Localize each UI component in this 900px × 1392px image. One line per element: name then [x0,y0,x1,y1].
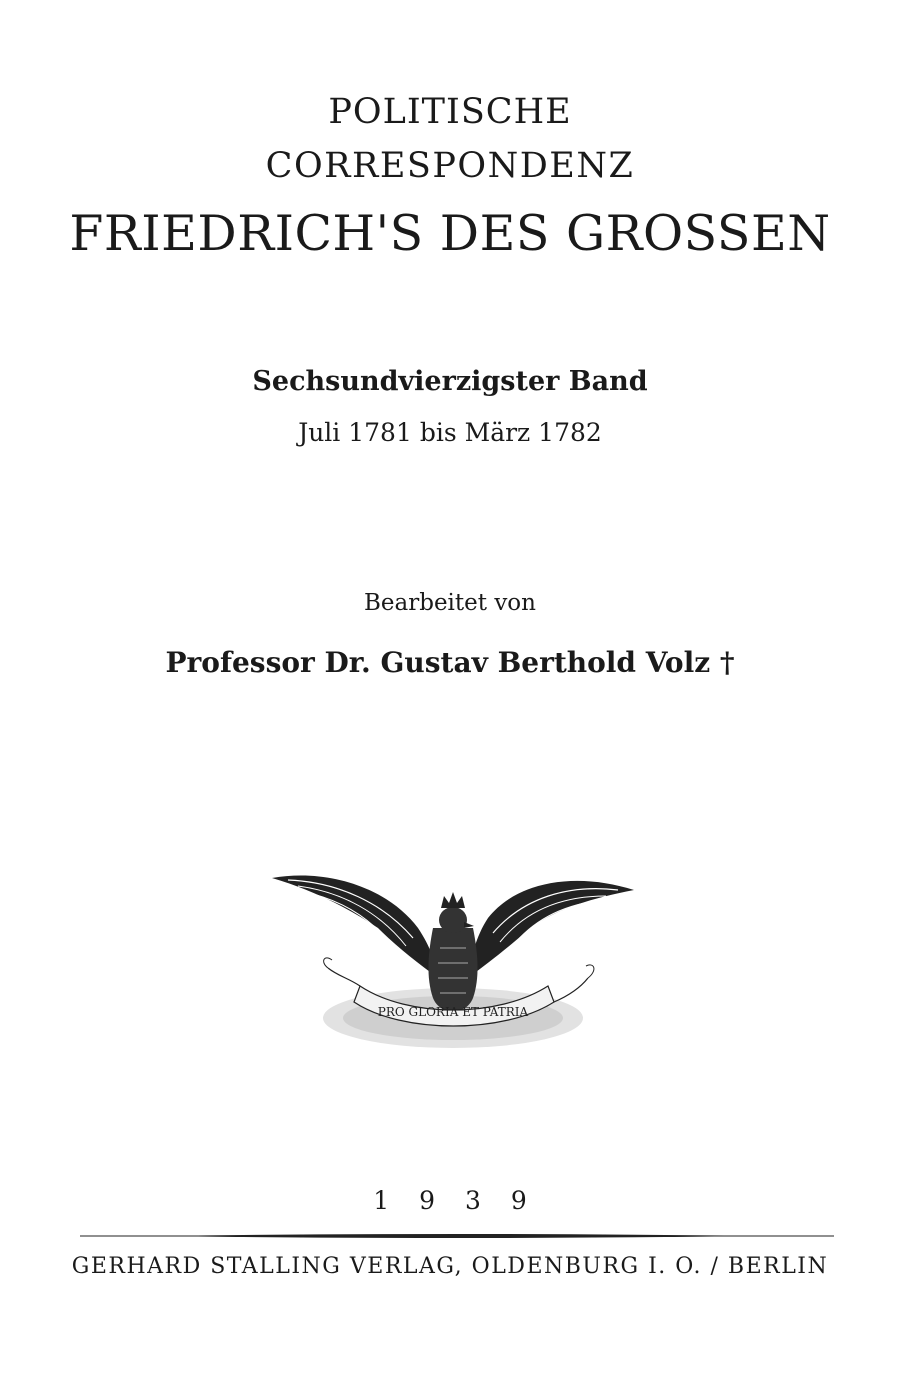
volume-dates: Juli 1781 bis März 1782 [298,418,602,447]
volume-name: Sechsundvierzigster Band [252,366,648,397]
title-line-1: POLITISCHE [328,92,572,132]
editor-name: Professor Dr. Gustav Berthold Volz † [165,646,735,679]
emblem-motto: PRO GLORIA ET PATRIA [377,1005,529,1019]
publication-year: 1939 [373,1186,557,1215]
eagle-emblem-icon [268,868,638,1058]
publisher-imprint: GERHARD STALLING VERLAG, OLDENBURG I. O. / BERLIN [71,1254,829,1279]
title-line-3: FRIEDRICH'S DES GROSSEN [69,205,831,262]
divider-rule [80,1232,834,1240]
title-line-2: CORRESPONDENZ [265,146,635,186]
editor-intro: Bearbeitet von [364,590,536,616]
